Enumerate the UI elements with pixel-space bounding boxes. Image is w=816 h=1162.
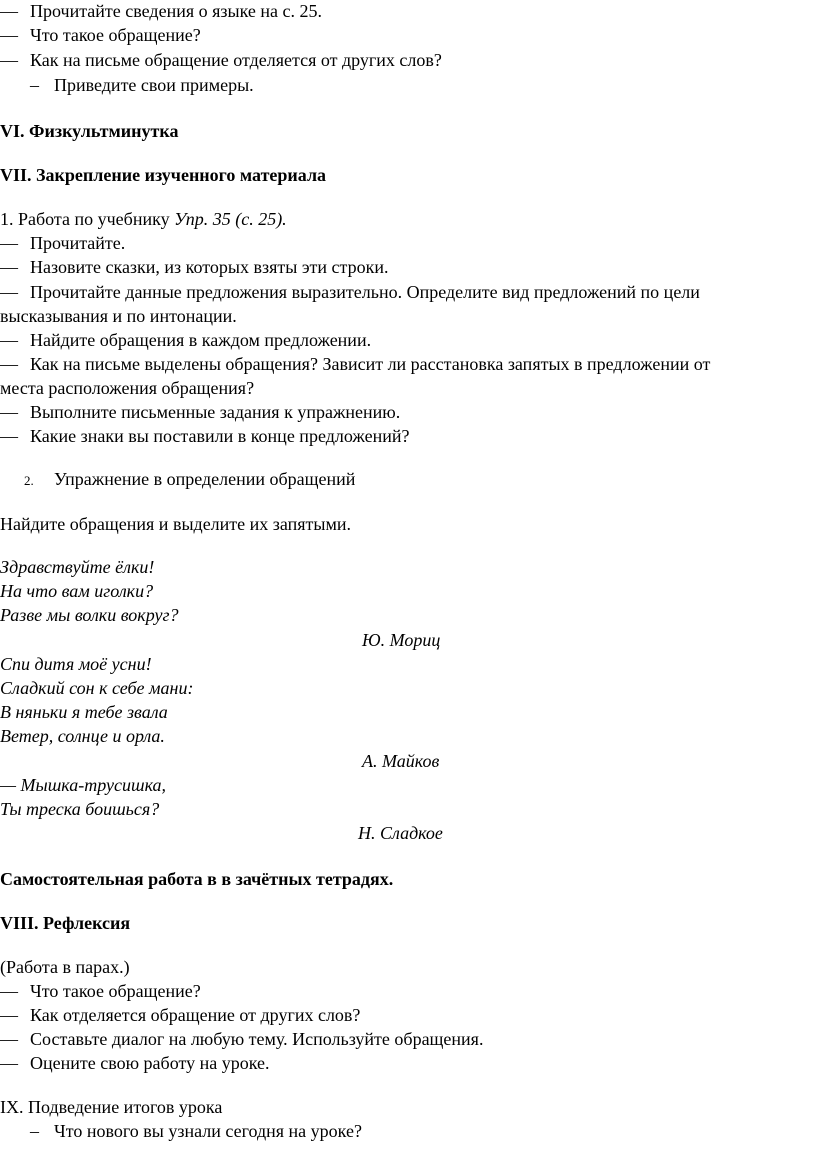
poem-line: На что вам иголки? — [0, 581, 154, 601]
list-item: — Прочитайте сведения о языке на с. 25. — [0, 1, 322, 21]
list-item: — Выполните письменные задания к упражнению. — [0, 402, 401, 422]
section-heading: VI. Физкультминутка — [0, 121, 179, 141]
poem-author: Ю. Мориц — [362, 630, 441, 650]
list-sub-item: – Что нового вы узнали сегодня на уроке? — [30, 1121, 362, 1141]
list-item: — Как на письме обращение отделяется от других слов? — [0, 50, 442, 70]
list-item: — Какие знаки вы поставили в конце предложений? — [0, 426, 410, 446]
task-title: 1. Работа по учебнику Упр. 35 (с. 25). — [0, 209, 287, 229]
section-heading: IX. Подведение итогов урока — [0, 1097, 223, 1117]
poem-line: Ветер, солнце и орла. — [0, 726, 165, 746]
list-item: — Назовите сказки, из которых взяты эти строки. — [0, 257, 389, 277]
dash-mark: — — [0, 25, 18, 45]
list-item: — Прочитайте. — [0, 233, 126, 253]
dash-mark: — — [0, 1, 18, 21]
poem-line: Разве мы волки вокруг? — [0, 605, 179, 625]
poem-author: Н. Сладкое — [358, 823, 443, 843]
list-item: — Составьте диалог на любую тему. Используйте обращения. — [0, 1029, 484, 1049]
poem-line: Здравствуйте ёлки! — [0, 557, 155, 577]
poem-line: В няньки я тебе звала — [0, 702, 168, 722]
list-item-continuation: места расположения обращения? — [0, 378, 255, 398]
section-heading: VII. Закрепление изученного материала — [0, 165, 327, 185]
list-sub-item: – Приведите свои примеры. — [0, 74, 254, 96]
list-item: — Найдите обращения в каждом предложении. — [0, 330, 372, 350]
list-item: — Как на письме выделены обращения? Зависит ли расстановка запятых в предложении от — [0, 354, 711, 374]
list-item: — Как отделяется обращение от других слов? — [0, 1005, 361, 1025]
list-item: — Что такое обращение? — [0, 25, 201, 45]
subdash-mark: – — [30, 75, 39, 95]
note: (Работа в парах.) — [0, 957, 130, 977]
section-heading: VIII. Рефлексия — [0, 913, 131, 933]
list-item: — Что такое обращение? — [0, 981, 201, 1001]
task-title: 2. Упражнение в определении обращений — [24, 469, 356, 489]
dash-mark: — — [0, 50, 18, 70]
section-heading: Самостоятельная работа в в зачётных тетрадях. — [0, 869, 394, 889]
poem-line: Сладкий сон к себе мани: — [0, 678, 194, 698]
list-item: — Прочитайте данные предложения выразительно. Определите вид предложений по цели — [0, 282, 700, 302]
list-item: — Оцените свою работу на уроке. — [0, 1053, 270, 1073]
poem-line: — Мышка-трусишка, — [0, 775, 167, 795]
list-item-continuation: высказывания и по интонации. — [0, 306, 237, 326]
poem-line: Ты треска боишься? — [0, 799, 160, 819]
poem-author: А. Майков — [362, 751, 440, 771]
instruction: Найдите обращения и выделите их запятыми. — [0, 514, 352, 534]
poem-line: Спи дитя моё усни! — [0, 654, 152, 674]
